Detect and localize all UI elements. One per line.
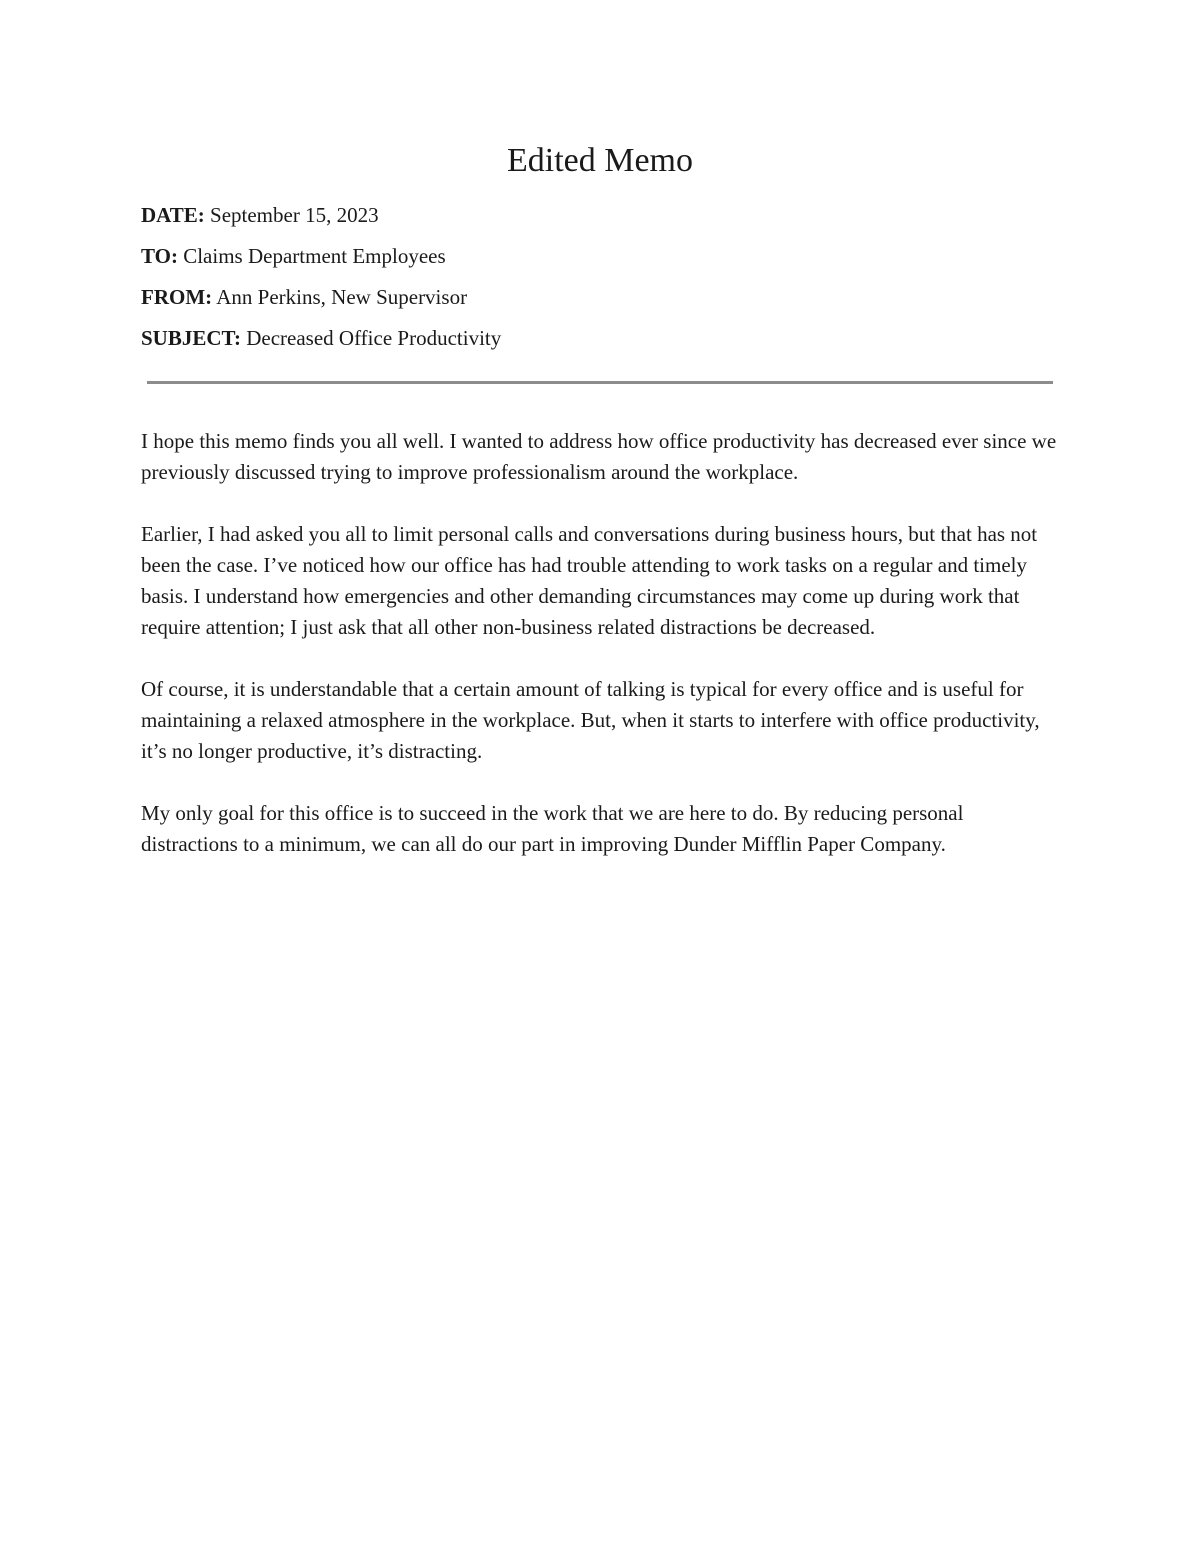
body-paragraph-1: I hope this memo finds you all well. I wanted to address how office productivity has decreased ever since we previously discussed trying to improve professionalism around the workplace. [141, 429, 1057, 484]
header-from-label: FROM: [141, 285, 213, 309]
memo-title: Edited Memo [506, 142, 694, 179]
header-date-value: September 15, 2023 [210, 203, 379, 227]
body-paragraph-4: My only goal for this office is to succeed in the work that we are here to do. By reducing personal distractions to a minimum, we can all do our part in improving Dunder Mifflin Paper Company. [141, 801, 964, 856]
header-subject [141, 323, 1061, 364]
header-subject-label: SUBJECT: [141, 326, 241, 350]
header-to-label: TO: [141, 244, 178, 268]
header-divider [147, 381, 1053, 384]
memo-body [141, 426, 1061, 891]
header-date [141, 200, 1061, 241]
memo-header [141, 200, 1061, 364]
header-from-value: Ann Perkins, New Supervisor [216, 285, 468, 309]
header-to-value: Claims Department Employees [183, 244, 446, 268]
header-date-label: DATE: [141, 203, 205, 227]
body-paragraph-2: Earlier, I had asked you all to limit personal calls and conversations during business hours, but that has not been the case. I’ve noticed how our office has had trouble attending to work tasks on a regular and timely basis. I understand how emergencies and other demanding circumstances may come up during work that require attention; I just ask that all other non-business related distractions be decreased. [141, 522, 1038, 639]
body-paragraph-3: Of course, it is understandable that a certain amount of talking is typical for every office and is useful for maintaining a relaxed atmosphere in the workplace. But, when it starts to interfere with office productivity, it’s no longer productive, it’s distracting. [141, 677, 1040, 763]
header-to [141, 241, 1061, 282]
header-subject-value: Decreased Office Productivity [246, 326, 502, 350]
header-from [141, 282, 1061, 323]
